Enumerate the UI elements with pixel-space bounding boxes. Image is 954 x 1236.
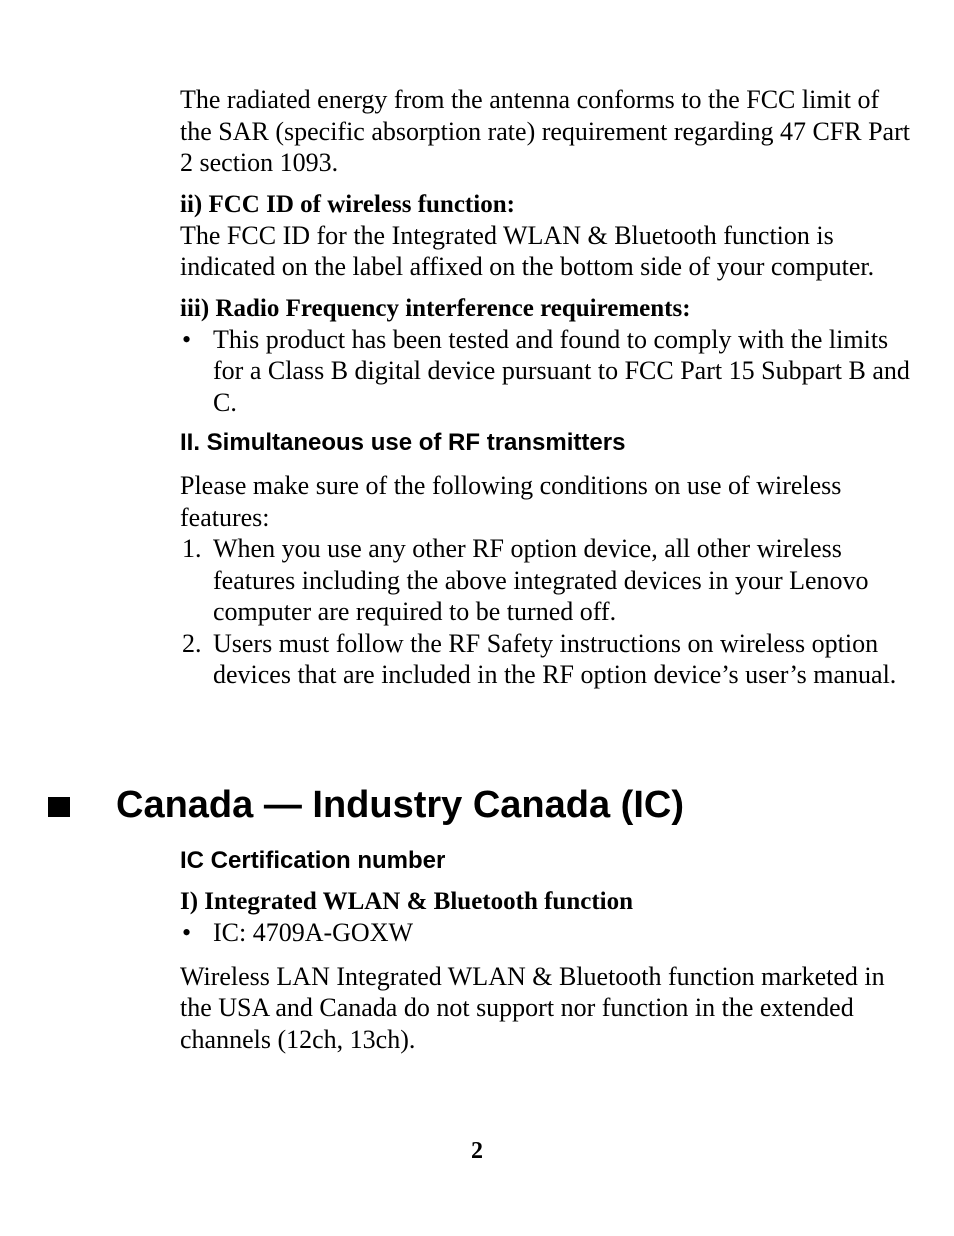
- list-item: [180, 628, 910, 691]
- upper-content: [180, 84, 910, 691]
- canada-content: [180, 846, 910, 1055]
- simultaneous-heading: II. Simultaneous use of RF transmitters: [180, 429, 626, 456]
- wlan-bluetooth-heading: I) Integrated WLAN & Bluetooth function: [180, 888, 634, 915]
- fcc-id-paragraph: The FCC ID for the Integrated WLAN & Bluetooth function is indicated on the label affixed on the bottom side of your computer.: [180, 220, 875, 281]
- ic-list: [180, 917, 910, 949]
- list-item-text: Users must follow the RF Safety instructions on wireless option devices that are included in the RF option device’s user’s manual.: [213, 628, 897, 689]
- sar-paragraph: The radiated energy from the antenna conforms to the FCC limit of the SAR (specific absorption rate) requirement regarding 47 CFR Part 2 section 1093.: [180, 85, 910, 177]
- list-number: 2.: [182, 628, 202, 658]
- bullet-marker: •: [182, 324, 192, 354]
- page-number: 2: [471, 1138, 483, 1164]
- fcc-id-heading: ii) FCC ID of wireless function:: [180, 190, 515, 218]
- rf-interference-heading: iii) Radio Frequency interference requirements:: [180, 294, 691, 322]
- ic-number: IC: 4709A-GOXW: [213, 918, 414, 947]
- list-item: [180, 533, 910, 628]
- list-item-text: This product has been tested and found to comply with the limits for a Class B digital device pursuant to FCC Part 15 Subpart B and C.: [213, 324, 910, 417]
- canada-section-title: [48, 780, 684, 830]
- bullet-marker: •: [182, 918, 192, 947]
- list-item: [180, 324, 910, 419]
- list-number: 1.: [182, 534, 202, 563]
- extended-channels-note: Wireless LAN Integrated WLAN & Bluetooth function marketed in the USA and Canada do not support nor function in the extended channels (12ch, 13ch).: [180, 961, 885, 1054]
- ic-certification-heading: IC Certification number: [180, 847, 446, 874]
- simultaneous-list: [180, 533, 910, 691]
- list-item: [180, 917, 910, 949]
- simultaneous-intro: Please make sure of the following conditions on use of wireless features:: [180, 471, 842, 532]
- square-bullet-icon: [48, 797, 70, 817]
- list-item-text: When you use any other RF option device, all other wireless features including the above integrated devices in your Lenovo computer are required to be turned off.: [213, 534, 869, 626]
- rf-interference-list: [180, 324, 910, 419]
- section-title-text: Canada — Industry Canada (IC): [116, 784, 684, 826]
